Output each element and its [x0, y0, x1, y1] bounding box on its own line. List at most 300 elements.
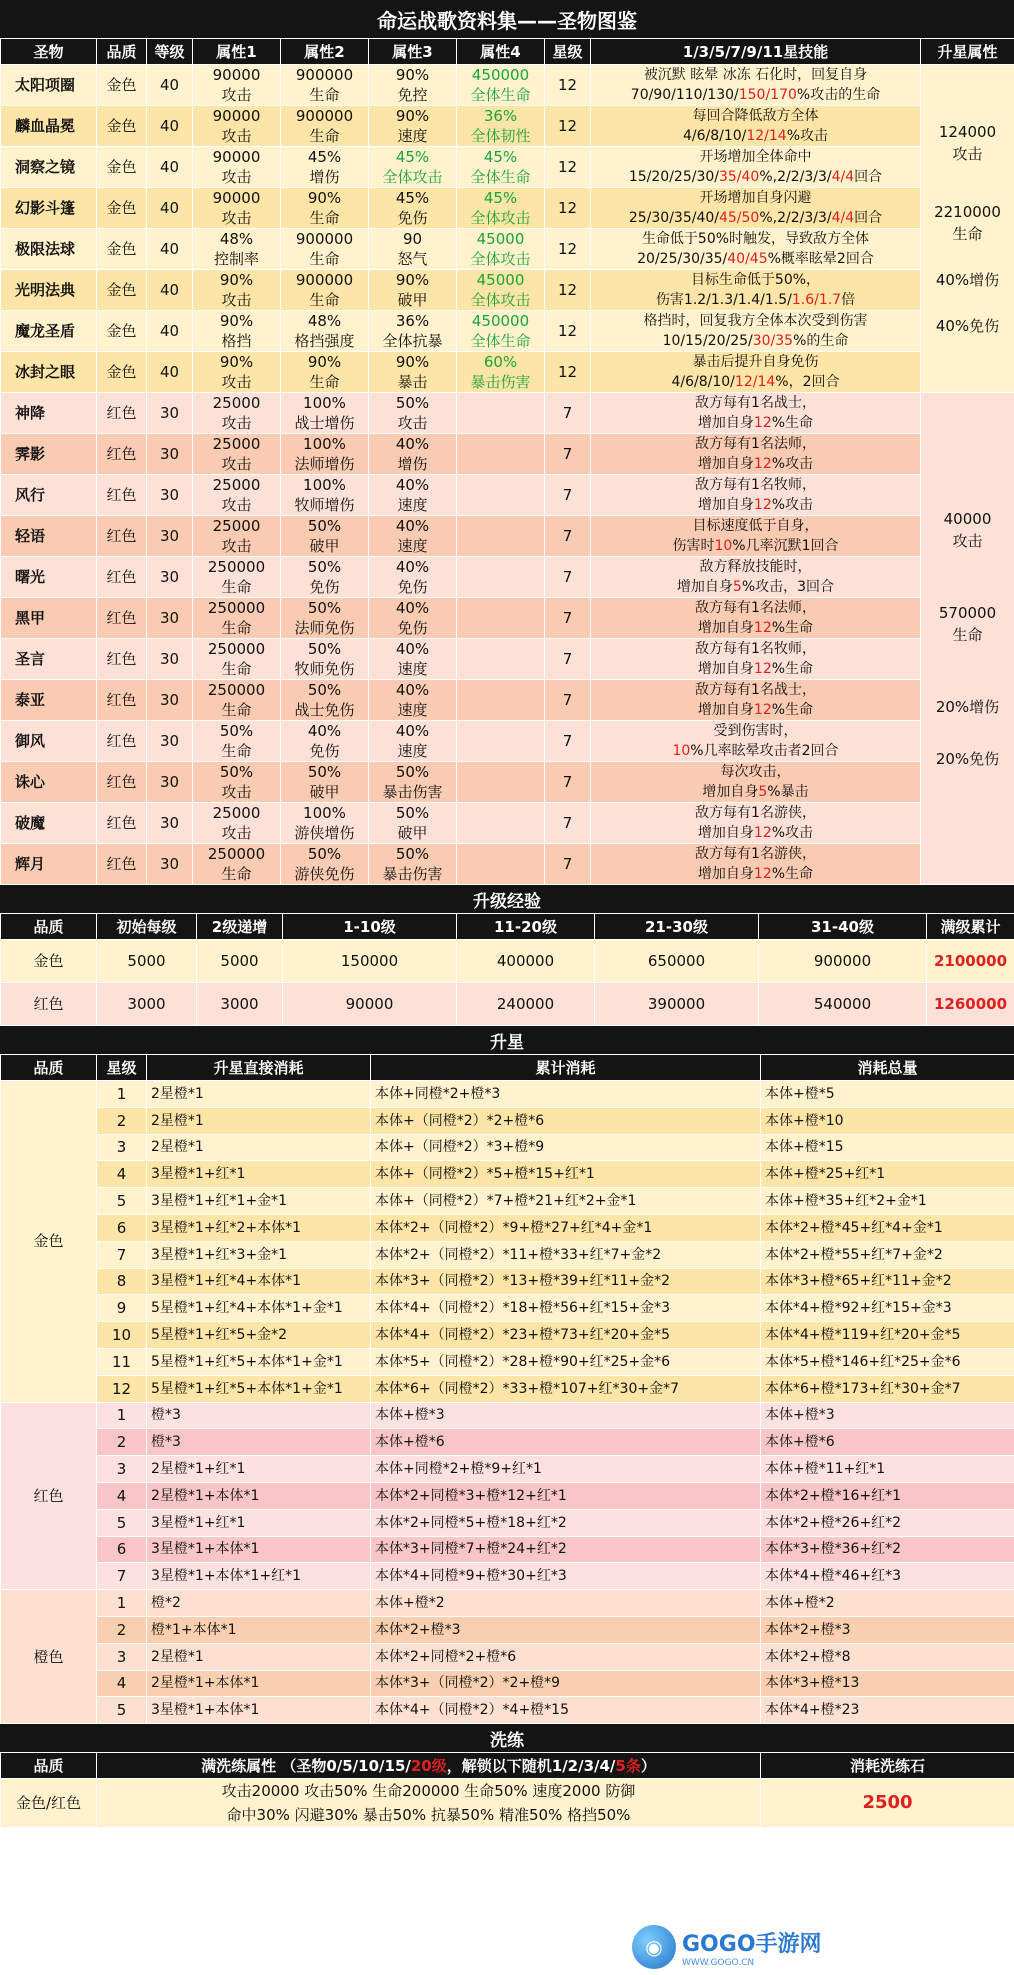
relic-quality: 红色 — [97, 762, 147, 803]
relic-star: 7 — [545, 680, 591, 721]
skill-part: %几率眩晕攻击者2回合 — [690, 743, 839, 759]
star-level: 3 — [97, 1456, 147, 1483]
star-cumulative-cost: 本体+橙*6 — [371, 1429, 761, 1456]
star-direct-cost: 5星橙*1+红*5+本体*1+金*1 — [147, 1375, 371, 1402]
exp-row — [1, 983, 1014, 1026]
attr-cell — [457, 229, 545, 270]
attr-cell — [369, 639, 457, 680]
a2-label: 法师免伤 — [294, 619, 355, 637]
skill-highlight: 1.6/1.7 — [791, 292, 842, 308]
star-total-cost: 本体+橙*25+红*1 — [761, 1161, 1014, 1188]
relic-star: 7 — [545, 762, 591, 803]
skill-highlight: 10 — [714, 538, 733, 554]
skill-line1: 暴击后提升自身免伤 — [692, 354, 819, 370]
a3-value: 50% — [395, 804, 430, 822]
skill-highlight: 12 — [753, 497, 772, 513]
skill-line2 — [591, 413, 920, 433]
a3-label: 速度 — [397, 127, 428, 145]
star-direct-cost: 2星橙*1 — [147, 1134, 371, 1161]
skill-cell — [591, 844, 921, 885]
star-row — [1, 1348, 1014, 1375]
skill-line1: 每次攻击， — [720, 764, 791, 780]
relic-star: 7 — [545, 516, 591, 557]
star-row — [1, 1161, 1014, 1188]
relic-row-red — [1, 844, 1014, 885]
attr-cell — [281, 229, 369, 270]
attr-cell — [369, 188, 457, 229]
attr-cell — [457, 270, 545, 311]
star-total-cost: 本体*2+橙*26+红*2 — [761, 1509, 1014, 1536]
relic-star: 12 — [545, 352, 591, 393]
a3-label: 增伤 — [397, 455, 428, 473]
relic-row-gold — [1, 147, 1014, 188]
relic-level: 40 — [147, 147, 193, 188]
upstar-line: 生命 — [952, 224, 983, 243]
relic-row-gold — [1, 65, 1014, 106]
attr-cell — [457, 106, 545, 147]
relic-name: 风行 — [1, 475, 97, 516]
star-direct-cost: 2星橙*1+本体*1 — [147, 1482, 371, 1509]
relic-level: 40 — [147, 65, 193, 106]
exp-section-title: 升级经验 — [0, 885, 1014, 913]
star-row — [1, 1429, 1014, 1456]
a3-label: 暴击伤害 — [382, 865, 443, 883]
a4-label: 全体攻击 — [470, 209, 531, 227]
a2-value: 900000 — [295, 66, 354, 84]
skill-part: 增加自身 — [676, 579, 733, 595]
a1-value: 25000 — [212, 804, 261, 822]
skill-part: 增加自身 — [697, 702, 754, 718]
relic-row-gold — [1, 106, 1014, 147]
skill-cell — [591, 434, 921, 475]
a2-label: 战士免伤 — [294, 701, 355, 719]
skill-line2 — [591, 700, 920, 720]
skill-cell — [591, 65, 921, 106]
relic-quality: 红色 — [97, 475, 147, 516]
star-cumulative-cost: 本体*6+（同橙*2）*33+橙*107+红*30+金*7 — [371, 1375, 761, 1402]
star-total-cost: 本体+橙*3 — [761, 1402, 1014, 1429]
a3-label: 破甲 — [397, 291, 428, 309]
a3-label: 全体攻击 — [382, 168, 443, 186]
items-header: 属性4 — [457, 39, 545, 65]
star-total-cost: 本体*3+橙*13 — [761, 1670, 1014, 1697]
star-direct-cost: 5星橙*1+红*4+本体*1+金*1 — [147, 1295, 371, 1322]
star-level: 11 — [97, 1348, 147, 1375]
a2-value: 100% — [303, 435, 346, 453]
skill-part: %生命 — [771, 702, 814, 718]
a2-value: 100% — [303, 394, 346, 412]
relic-row-red — [1, 598, 1014, 639]
relic-level: 30 — [147, 516, 193, 557]
skill-line2 — [591, 618, 920, 638]
upstar-line: 124000 — [938, 122, 997, 141]
a3-label: 全体抗暴 — [382, 332, 443, 350]
a4-value: 60% — [483, 353, 518, 371]
a1-label: 生命 — [221, 742, 252, 760]
relic-name: 黑甲 — [1, 598, 97, 639]
a1-label: 攻击 — [221, 168, 252, 186]
attr-cell — [369, 270, 457, 311]
skill-line2 — [591, 126, 920, 146]
star-direct-cost: 橙*3 — [147, 1429, 371, 1456]
a2-value: 50% — [307, 640, 342, 658]
skill-line2 — [591, 454, 920, 474]
star-level: 6 — [97, 1536, 147, 1563]
relic-name: 极限法球 — [1, 229, 97, 270]
a4-label: 全体生命 — [470, 332, 531, 350]
relic-quality: 红色 — [97, 557, 147, 598]
star-row — [1, 1214, 1014, 1241]
skill-part: %攻击 — [771, 825, 814, 841]
star-row — [1, 1536, 1014, 1563]
star-level: 1 — [97, 1081, 147, 1108]
relic-row-gold — [1, 352, 1014, 393]
a4-value: 450000 — [471, 66, 530, 84]
relic-row-gold — [1, 311, 1014, 352]
a2-value: 900000 — [295, 271, 354, 289]
skill-highlight: 4/4 — [831, 210, 855, 226]
star-row — [1, 1241, 1014, 1268]
attr-cell — [281, 762, 369, 803]
skill-line1: 开场增加自身闪避 — [699, 190, 812, 206]
star-total-cost: 本体*2+橙*16+红*1 — [761, 1482, 1014, 1509]
relic-row-red — [1, 762, 1014, 803]
a1-value: 90% — [219, 312, 254, 330]
skill-highlight: 5 — [758, 784, 768, 800]
relic-level: 30 — [147, 680, 193, 721]
attr-cell — [369, 65, 457, 106]
a2-label: 生命 — [309, 127, 340, 145]
star-level: 12 — [97, 1375, 147, 1402]
star-cumulative-cost: 本体*2+同橙*5+橙*18+红*2 — [371, 1509, 761, 1536]
a1-label: 攻击 — [221, 209, 252, 227]
upstar-line: 2210000 — [934, 202, 1001, 221]
exp-header: 品质 — [1, 914, 97, 940]
skill-part: %攻击，3回合 — [741, 579, 835, 595]
exp-cell: 1260000 — [927, 983, 1014, 1026]
a1-value: 250000 — [207, 558, 266, 576]
skill-part: %攻击 — [771, 456, 814, 472]
star-cumulative-cost: 本体*3+（同橙*2）*2+橙*9 — [371, 1670, 761, 1697]
star-row — [1, 1268, 1014, 1295]
relic-attr4-empty — [457, 680, 545, 721]
skill-cell — [591, 762, 921, 803]
a2-value: 40% — [307, 722, 342, 740]
a2-label: 生命 — [309, 86, 340, 104]
skill-line1: 格挡时，回复我方全体本次受到伤害 — [643, 313, 868, 329]
attr-cell — [281, 639, 369, 680]
skill-line2 — [591, 372, 920, 392]
relic-star: 7 — [545, 639, 591, 680]
relic-table — [0, 38, 1014, 885]
attr-cell — [193, 106, 281, 147]
a1-label: 攻击 — [221, 127, 252, 145]
skill-line2 — [591, 167, 920, 187]
a3-value: 40% — [395, 558, 430, 576]
relic-level: 30 — [147, 721, 193, 762]
skill-part: %暴击 — [767, 784, 809, 800]
exp-header: 31-40级 — [759, 914, 927, 940]
relic-attr4-empty — [457, 639, 545, 680]
relic-attr4-empty — [457, 762, 545, 803]
a4-value: 45% — [483, 189, 518, 207]
skill-line1: 受到伤害时， — [713, 723, 798, 739]
page-title: 命运战歌资料集——圣物图鉴 — [0, 0, 1014, 38]
skill-cell — [591, 311, 921, 352]
a1-label: 攻击 — [221, 291, 252, 309]
star-row — [1, 1322, 1014, 1349]
star-cumulative-cost: 本体*2+（同橙*2）*9+橙*27+红*4+金*1 — [371, 1214, 761, 1241]
star-cumulative-cost: 本体*2+同橙*2+橙*6 — [371, 1643, 761, 1670]
relic-name: 泰亚 — [1, 680, 97, 721]
attr-cell — [369, 598, 457, 639]
attr-cell — [193, 311, 281, 352]
star-quality: 金色 — [1, 1081, 97, 1403]
a3-value: 40% — [395, 435, 430, 453]
relic-star: 12 — [545, 270, 591, 311]
a2-label: 生命 — [309, 373, 340, 391]
skill-line2 — [591, 823, 920, 843]
star-row — [1, 1670, 1014, 1697]
a2-label: 游侠增伤 — [294, 824, 355, 842]
a2-value: 45% — [307, 148, 342, 166]
star-header: 星级 — [97, 1055, 147, 1081]
skill-part: 回合 — [854, 169, 883, 185]
a3-value: 40% — [395, 517, 430, 535]
a1-label: 控制率 — [213, 250, 259, 268]
star-cumulative-cost: 本体*4+同橙*9+橙*30+红*3 — [371, 1563, 761, 1590]
relic-quality: 金色 — [97, 106, 147, 147]
relic-name: 诛心 — [1, 762, 97, 803]
skill-line1: 生命低于50%时触发，导致敌方全体 — [641, 231, 870, 247]
skill-highlight: 45/50 — [718, 210, 760, 226]
attr-cell — [193, 598, 281, 639]
star-direct-cost: 3星橙*1+本体*1 — [147, 1697, 371, 1724]
skill-cell — [591, 229, 921, 270]
star-cumulative-cost: 本体+（同橙*2）*3+橙*9 — [371, 1134, 761, 1161]
relic-star: 12 — [545, 188, 591, 229]
relic-quality: 金色 — [97, 229, 147, 270]
attr-cell — [193, 65, 281, 106]
skill-line1: 被沉默 眩晕 冰冻 石化时，回复自身 — [643, 67, 868, 83]
relic-name: 洞察之镜 — [1, 147, 97, 188]
relic-level: 30 — [147, 844, 193, 885]
relic-level: 30 — [147, 598, 193, 639]
star-total-cost: 本体*5+橙*146+红*25+金*6 — [761, 1348, 1014, 1375]
relic-attr4-empty — [457, 598, 545, 639]
skill-part: %攻击的生命 — [796, 87, 881, 103]
star-total-cost: 本体*4+橙*119+红*20+金*5 — [761, 1322, 1014, 1349]
skill-line2 — [591, 741, 920, 761]
relic-level: 40 — [147, 270, 193, 311]
skill-part: %生命 — [771, 620, 814, 636]
skill-part: 倍 — [841, 292, 856, 308]
attr-cell — [369, 680, 457, 721]
relic-quality: 红色 — [97, 680, 147, 721]
star-total-cost: 本体*2+橙*3 — [761, 1616, 1014, 1643]
a4-label: 全体攻击 — [470, 291, 531, 309]
a4-label: 暴击伤害 — [470, 373, 531, 391]
relic-star: 7 — [545, 844, 591, 885]
relic-star: 7 — [545, 434, 591, 475]
relic-row-gold — [1, 229, 1014, 270]
star-quality: 红色 — [1, 1402, 97, 1590]
star-total-cost: 本体*4+橙*92+红*15+金*3 — [761, 1295, 1014, 1322]
star-cumulative-cost: 本体*3+（同橙*2）*13+橙*39+红*11+金*2 — [371, 1268, 761, 1295]
a3-value: 45% — [395, 148, 430, 166]
exp-row — [1, 940, 1014, 983]
a3-value: 90% — [395, 107, 430, 125]
star-total-cost: 本体+橙*2 — [761, 1590, 1014, 1617]
a3-value: 90% — [395, 271, 430, 289]
skill-part: 伤害1.2/1.3/1.4/1.5/ — [655, 292, 792, 308]
relic-quality: 金色 — [97, 270, 147, 311]
relic-attr4-empty — [457, 516, 545, 557]
attr-cell — [281, 147, 369, 188]
a2-label: 增伤 — [309, 168, 340, 186]
skill-line2 — [591, 577, 920, 597]
skill-line1: 敌方每有1名牧师， — [695, 477, 816, 493]
exp-cell: 390000 — [595, 983, 759, 1026]
star-total-cost: 本体+橙*5 — [761, 1081, 1014, 1108]
star-header: 累计消耗 — [371, 1055, 761, 1081]
a1-value: 90000 — [212, 107, 261, 125]
skill-cell — [591, 475, 921, 516]
skill-part: %攻击 — [786, 128, 829, 144]
relic-attr4-empty — [457, 475, 545, 516]
skill-cell — [591, 639, 921, 680]
a4-label: 全体生命 — [470, 86, 531, 104]
star-cumulative-cost: 本体+同橙*2+橙*3 — [371, 1081, 761, 1108]
relic-quality: 红色 — [97, 844, 147, 885]
skill-line1: 敌方每有1名战士， — [695, 395, 816, 411]
skill-line1: 每回合降低敌方全体 — [692, 108, 819, 124]
relic-level: 30 — [147, 475, 193, 516]
skill-line1: 敌方每有1名游侠， — [695, 805, 816, 821]
a1-value: 250000 — [207, 640, 266, 658]
star-cumulative-cost: 本体+（同橙*2）*5+橙*15+红*1 — [371, 1161, 761, 1188]
wash-quality: 金色/红色 — [1, 1779, 97, 1828]
relic-quality: 红色 — [97, 393, 147, 434]
star-level: 6 — [97, 1214, 147, 1241]
skill-part: %概率眩晕2回合 — [767, 251, 874, 267]
a3-value: 40% — [395, 599, 430, 617]
exp-cell: 150000 — [283, 940, 457, 983]
a1-value: 50% — [219, 722, 254, 740]
star-cumulative-cost: 本体*4+（同橙*2）*4+橙*15 — [371, 1697, 761, 1724]
relic-row-gold — [1, 270, 1014, 311]
star-level: 2 — [97, 1107, 147, 1134]
a2-value: 50% — [307, 558, 342, 576]
attr-cell — [457, 352, 545, 393]
attr-cell — [193, 844, 281, 885]
relic-star: 7 — [545, 557, 591, 598]
star-level: 3 — [97, 1643, 147, 1670]
star-level: 8 — [97, 1268, 147, 1295]
wash-section-title: 洗练 — [0, 1724, 1014, 1752]
star-level: 1 — [97, 1402, 147, 1429]
relic-attr4-empty — [457, 434, 545, 475]
gamepad-icon: ◉ — [632, 1925, 676, 1969]
a1-label: 生命 — [221, 865, 252, 883]
items-header: 1/3/5/7/9/11星技能 — [591, 39, 921, 65]
relic-name: 神降 — [1, 393, 97, 434]
attr-cell — [369, 393, 457, 434]
star-level: 4 — [97, 1670, 147, 1697]
star-section-title: 升星 — [0, 1026, 1014, 1054]
exp-cell: 5000 — [97, 940, 197, 983]
skill-cell — [591, 680, 921, 721]
skill-part: 增加自身 — [697, 497, 754, 513]
a2-label: 破甲 — [309, 537, 340, 555]
skill-cell — [591, 803, 921, 844]
skill-highlight: 150/170 — [738, 87, 797, 103]
relic-quality: 红色 — [97, 803, 147, 844]
relic-level: 30 — [147, 803, 193, 844]
items-header: 等级 — [147, 39, 193, 65]
star-direct-cost: 橙*3 — [147, 1402, 371, 1429]
relic-name: 圣言 — [1, 639, 97, 680]
a3-value: 40% — [395, 476, 430, 494]
star-total-cost: 本体*3+橙*36+红*2 — [761, 1536, 1014, 1563]
attr-cell — [369, 106, 457, 147]
relic-row-red — [1, 475, 1014, 516]
wash-header-attr: 满洗练属性 （圣物0/5/10/15/20级，解锁以下随机1/2/3/4/5条） — [97, 1753, 761, 1779]
relic-attr4-empty — [457, 721, 545, 762]
star-total-cost: 本体+橙*35+红*2+金*1 — [761, 1188, 1014, 1215]
a4-value: 45000 — [476, 271, 525, 289]
skill-highlight: 4/4 — [831, 169, 855, 185]
skill-part: %攻击 — [771, 497, 814, 513]
upstar-attrs — [921, 393, 1014, 885]
star-level: 2 — [97, 1616, 147, 1643]
star-cumulative-cost: 本体*5+（同橙*2）*28+橙*90+红*25+金*6 — [371, 1348, 761, 1375]
a1-label: 攻击 — [221, 824, 252, 842]
a3-label: 速度 — [397, 537, 428, 555]
attr-cell — [369, 803, 457, 844]
relic-row-red — [1, 639, 1014, 680]
star-direct-cost: 5星橙*1+红*5+金*2 — [147, 1322, 371, 1349]
skill-cell — [591, 106, 921, 147]
attr-cell — [193, 475, 281, 516]
exp-cell: 400000 — [457, 940, 595, 983]
attr-cell — [369, 475, 457, 516]
star-direct-cost: 3星橙*1+红*2+本体*1 — [147, 1214, 371, 1241]
relic-star: 7 — [545, 721, 591, 762]
skill-line2 — [591, 782, 920, 802]
relic-attr4-empty — [457, 844, 545, 885]
skill-part: %生命 — [771, 415, 814, 431]
skill-cell — [591, 270, 921, 311]
attr-cell — [281, 65, 369, 106]
relic-quality: 红色 — [97, 639, 147, 680]
a3-value: 40% — [395, 681, 430, 699]
attr-cell — [369, 721, 457, 762]
a3-value: 50% — [395, 763, 430, 781]
skill-line2 — [591, 249, 920, 269]
attr-cell — [193, 188, 281, 229]
a2-value: 90% — [307, 189, 342, 207]
star-row — [1, 1563, 1014, 1590]
upstar-line: 40000 — [943, 509, 992, 528]
items-header: 品质 — [97, 39, 147, 65]
attr-cell — [369, 557, 457, 598]
exp-cell: 2100000 — [927, 940, 1014, 983]
skill-line1: 开场增加全体命中 — [699, 149, 812, 165]
a4-value: 45000 — [476, 230, 525, 248]
a1-value: 25000 — [212, 435, 261, 453]
skill-part: 增加自身 — [697, 456, 754, 472]
